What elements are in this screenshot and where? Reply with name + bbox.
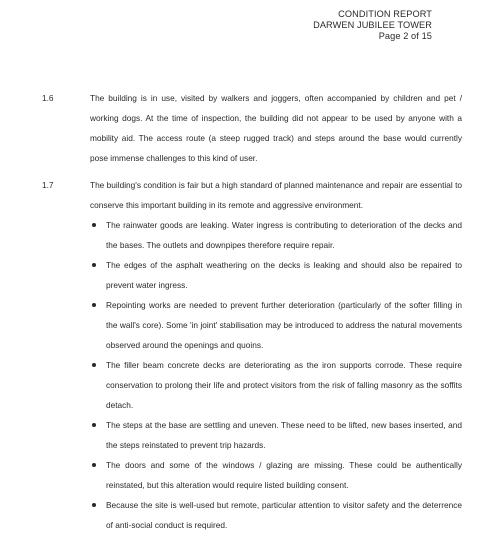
section-text: The building is in use, visited by walkers and joggers, often accompanied by children and pet / working dogs. At the time of inspection, the building did not appear to be used by anyone with a mobility aid. The access route (a steep rugged track) and steps around the base would currently pose immense challenges to this kind of user. [90, 93, 462, 163]
page-header [313, 9, 432, 43]
section-text: The building's condition is fair but a high standard of planned maintenance and repair are essential to conserve this important building in its remote and aggressive environment. [90, 180, 462, 210]
list-item [90, 415, 462, 455]
list-item [90, 495, 462, 535]
list-item-text: Repointing works are needed to prevent further deterioration (particularly of the softer filling in the wall's core). Some 'in joint' stabilisation may be introduced to address the natural movements observed around the openings and quoins. [106, 300, 462, 350]
list-item-text: The rainwater goods are leaking. Water ingress is contributing to deterioration of the decks and the bases. The outlets and downpipes therefore require repair. [106, 220, 462, 250]
bullet-icon [92, 223, 96, 227]
bullet-icon [92, 363, 96, 367]
section-1-6 [42, 88, 462, 168]
list-item [90, 455, 462, 495]
list-item-text: Because the site is well-used but remote, particular attention to visitor safety and the deterrence of anti-social conduct is required. [106, 500, 462, 530]
issues-list [90, 215, 462, 535]
list-item [90, 295, 462, 355]
bullet-icon [92, 503, 96, 507]
list-item [90, 215, 462, 255]
bullet-icon [92, 423, 96, 427]
report-title: CONDITION REPORT [338, 9, 432, 19]
list-item-text: The steps at the base are settling and uneven. These need to be lifted, new bases inserted, and the steps reinstated to prevent trip hazards. [106, 420, 462, 450]
list-item-text: The doors and some of the windows / glazing are missing. These could be authentically reinstated, but this alteration would require listed building consent. [106, 460, 462, 490]
list-item-text: The filler beam concrete decks are deteriorating as the iron supports corrode. These require conservation to prolong their life and protect visitors from the risk of falling masonry as the soffits detach. [106, 360, 462, 410]
bullet-icon [92, 303, 96, 307]
building-name: DARWEN JUBILEE TOWER [313, 20, 432, 31]
section-1-7 [42, 175, 462, 535]
bullet-icon [92, 463, 96, 467]
list-item [90, 355, 462, 415]
bullet-icon [92, 263, 96, 267]
list-item-text: The edges of the asphalt weathering on the decks is leaking and should also be repaired to prevent water ingress. [106, 260, 462, 290]
list-item [90, 255, 462, 295]
page-number: Page 2 of 15 [378, 31, 432, 42]
section-number: 1.7 [42, 180, 54, 190]
section-number: 1.6 [42, 93, 54, 103]
